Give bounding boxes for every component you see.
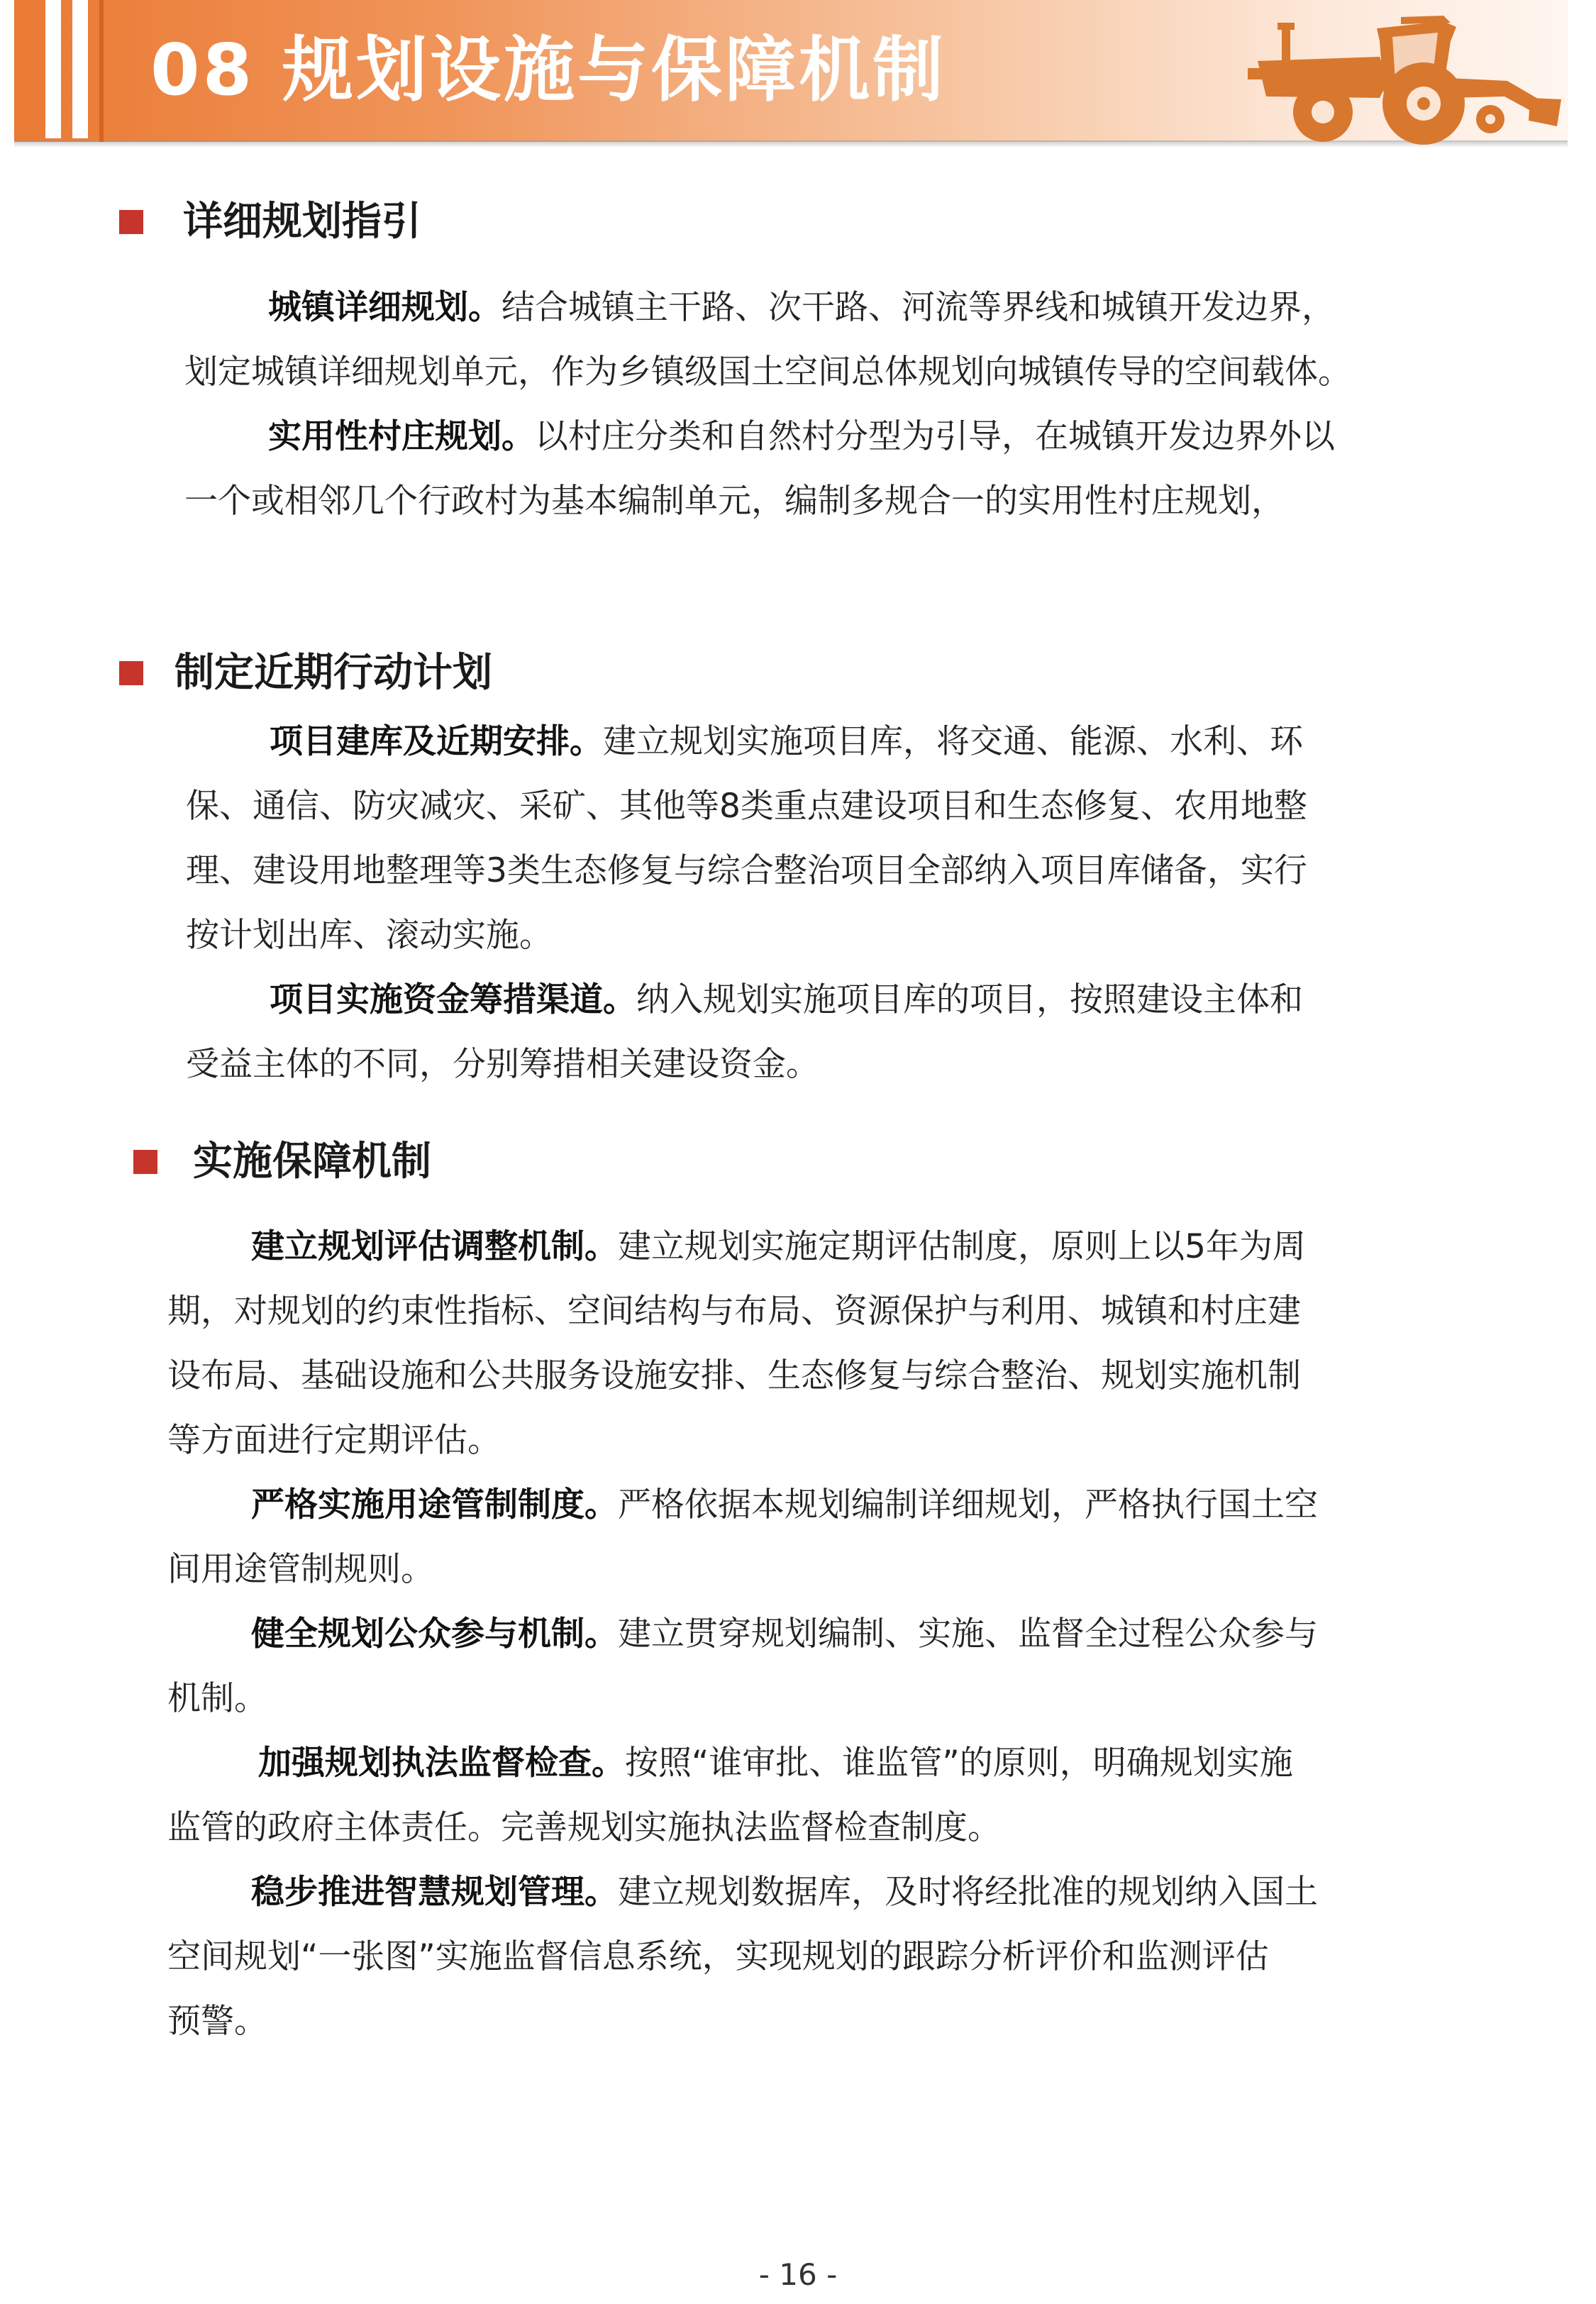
tractor-icon	[1238, 13, 1564, 148]
chapter-title: 08 规划设施与保障机制	[150, 28, 946, 111]
paragraph-lead: 加强规划执法监督检查。	[258, 1744, 625, 1783]
paragraph-line: 监管的政府主体责任。完善规划实施执法监督检查制度。	[167, 1808, 1001, 1847]
paragraph-lead: 稳步推进智慧规划管理。	[251, 1873, 618, 1912]
paragraph-line: 以村庄分类和自然村分型为引导，在城镇开发边界外以	[535, 417, 1335, 456]
section-heading	[119, 197, 421, 247]
section-title: 制定近期行动计划	[174, 650, 492, 696]
section-title: 实施保障机制	[193, 1139, 431, 1185]
paragraph	[186, 709, 1307, 968]
paragraph	[167, 1731, 1293, 1860]
paragraph-line: 受益主体的不同，分别筹措相关建设资金。	[186, 1045, 819, 1084]
paragraph	[167, 1473, 1318, 1602]
paragraph-line: 建立规划数据库，及时将经批准的规划纳入国土	[618, 1873, 1318, 1912]
paragraph	[184, 275, 1351, 404]
paragraph-line: 建立规划实施定期评估制度，原则上以5年为周	[618, 1227, 1306, 1266]
page-number: - 16 -	[758, 2257, 838, 2292]
paragraph-line: 划定城镇详细规划单元，作为乡镇级国土空间总体规划向城镇传导的空间载体。	[184, 353, 1351, 392]
paragraph-line: 建立贯穿规划编制、实施、监督全过程公众参与	[618, 1615, 1318, 1654]
paragraph-lead: 项目建库及近期安排。	[270, 722, 603, 761]
section-bullet-icon	[119, 661, 143, 685]
paragraph	[184, 404, 1335, 533]
paragraph	[186, 968, 1303, 1097]
section-heading	[119, 648, 492, 698]
paragraph-line: 设布局、基础设施和公共服务设施安排、生态修复与综合整治、规划实施机制	[167, 1356, 1301, 1395]
section-heading	[133, 1137, 431, 1187]
section-title: 详细规划指引	[183, 199, 421, 245]
paragraph-lead: 实用性村庄规划。	[268, 417, 535, 456]
header-stripe	[45, 0, 61, 138]
paragraph	[167, 1214, 1306, 1473]
paragraph-line: 等方面进行定期评估。	[167, 1421, 501, 1460]
paragraph-line: 一个或相邻几个行政村为基本编制单元，编制多规合一的实用性村庄规划，	[184, 482, 1285, 521]
paragraph-line: 预警。	[167, 2002, 267, 2041]
paragraph-line: 严格依据本规划编制详细规划，严格执行国土空	[618, 1485, 1318, 1524]
paragraph-line: 纳入规划实施项目库的项目，按照建设主体和	[636, 980, 1303, 1019]
paragraph-line: 空间规划“一张图”实施监督信息系统，实现规划的跟踪分析评价和监测评估	[167, 1937, 1269, 1976]
paragraph-lead: 健全规划公众参与机制。	[251, 1615, 618, 1654]
paragraph-line: 按计划出库、滚动实施。	[186, 916, 553, 955]
paragraph-line: 建立规划实施项目库，将交通、能源、水利、环	[603, 722, 1303, 761]
paragraph	[167, 1602, 1318, 1731]
paragraph-line: 理、建设用地整理等3类生态修复与综合整治项目全部纳入项目库储备，实行	[186, 851, 1307, 890]
paragraph-line: 按照“谁审批、谁监管”的原则，明确规划实施	[625, 1744, 1293, 1783]
paragraph-lead: 项目实施资金筹措渠道。	[270, 980, 636, 1019]
section-bullet-icon	[119, 210, 143, 234]
section-bullet-icon	[133, 1150, 157, 1174]
paragraph-line: 间用途管制规则。	[167, 1550, 434, 1589]
paragraph-lead: 建立规划评估调整机制。	[251, 1227, 618, 1266]
paragraph	[167, 1860, 1318, 2054]
paragraph-line: 机制。	[167, 1679, 267, 1718]
paragraph-lead: 严格实施用途管制制度。	[251, 1485, 618, 1524]
paragraph-lead: 城镇详细规划。	[268, 288, 501, 327]
header-stripe	[72, 0, 88, 138]
paragraph-line: 结合城镇主干路、次干路、河流等界线和城镇开发边界，	[501, 288, 1335, 327]
header-stripe-edge	[99, 0, 104, 142]
paragraph-line: 期，对规划的约束性指标、空间结构与布局、资源保护与利用、城镇和村庄建	[167, 1292, 1301, 1331]
paragraph-line: 保、通信、防灾减灾、采矿、其他等8类重点建设项目和生态修复、农用地整	[186, 787, 1307, 826]
page-header	[0, 0, 1596, 149]
